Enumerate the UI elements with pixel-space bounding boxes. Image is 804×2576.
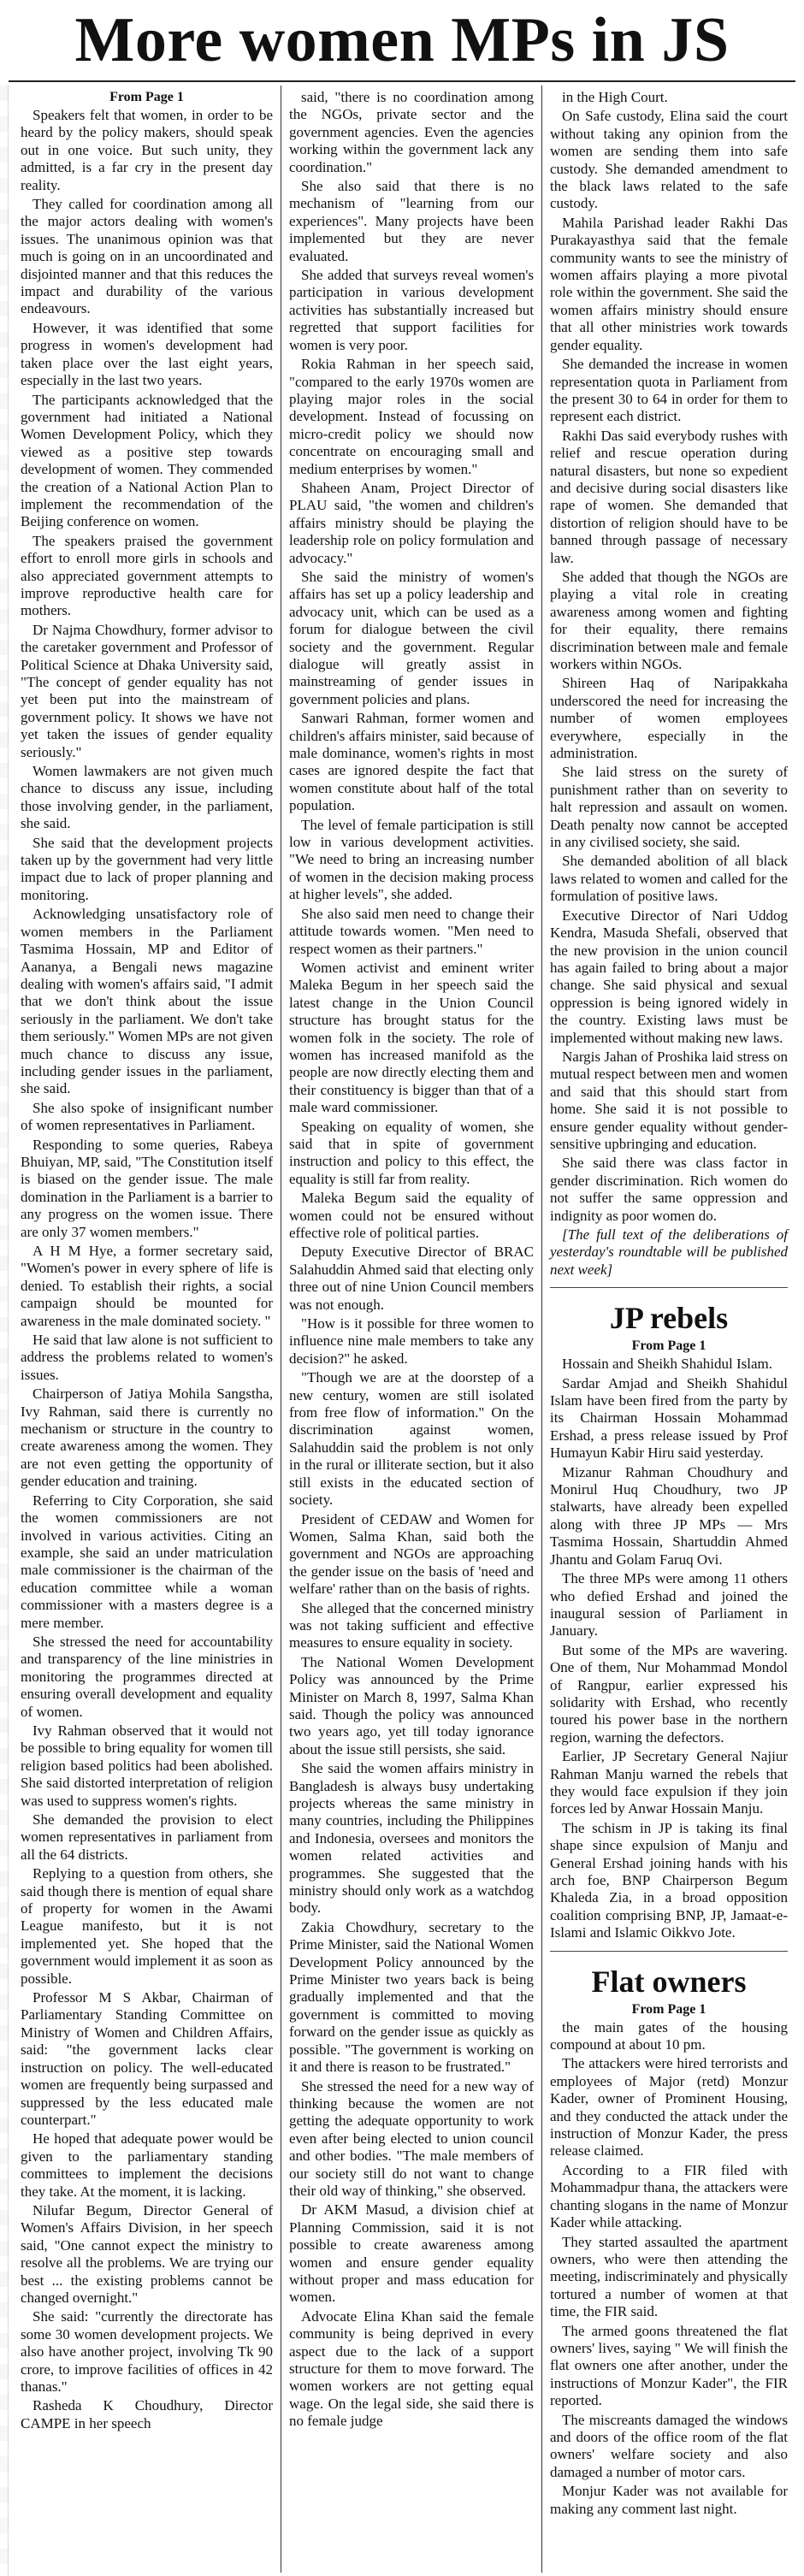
article-paragraph: The level of female participation is still low in various development activities. "We need to bring an increasing number of women in the decision making process at higher levels", she added. — [289, 816, 534, 903]
article-paragraph: Executive Director of Nari Uddog Kendra, Masuda Shefali, observed that the new provision in the union council has again failed to bring about a major change. She said physical and sexual oppression is being ignored widely in the country. Existing laws must be implemented without making new laws. — [550, 907, 788, 1046]
flat-story-body — [550, 2019, 788, 2518]
article-paragraph: Rokia Rahman in her speech said, "compared to the early 1970s women are playing major roles in the social development. Instead of focussing on micro-credit policy we should now concentrate on encouraging small and medium enterprises by women." — [289, 356, 534, 477]
article-paragraph: Rasheda K Choudhury, Director CAMPE in her speech — [21, 2397, 273, 2431]
article-paragraph: Shaheen Anam, Project Director of PLAU said, "the women and children's affairs ministry should be playing the leadership role on policy formulation and advocacy." — [289, 479, 534, 566]
article-paragraph: Ivy Rahman observed that it would not be possible to bring equality for women till religion based politics had been abolished. She said distorted interpretation of religion was used to suppress women's rights. — [21, 1722, 273, 1809]
article-paragraph: Rakhi Das said everybody rushes with relief and rescue operation during natural disasters, but none so expedient and decisive during social disasters like rape of women. She demanded that distortion of religion should have to be banned through passage of necessary law. — [550, 427, 788, 566]
article-paragraph: The speakers praised the government effort to enroll more girls in schools and also appreciated government attempts to improve reproductive health care for mothers. — [21, 532, 273, 619]
article-paragraph: Nargis Jahan of Proshika laid stress on mutual respect between men and women and said that this should start from home. She said it is not possible to ensure gender equality without gender-sensitive upbringing and education. — [550, 1048, 788, 1152]
jp-rebels-headline: JP rebels — [609, 1301, 729, 1336]
article-paragraph: Dr Najma Chowdhury, former advisor to the caretaker government and Professor of Political Science at Dhaka University said, "The concept of gender equality has not yet been put into the mainstream of government policy. It shows we have not yet taken the issues of gender equality seriously." — [21, 621, 273, 760]
article-paragraph: Deputy Executive Director of BRAC Salahuddin Ahmed said that electing only three out of nine Union Council members was not enough. — [289, 1244, 534, 1313]
main-story-col2-body — [289, 89, 534, 2431]
main-story-col3-body — [550, 89, 788, 1225]
continued-from-label: From Page 1 — [109, 90, 184, 104]
article-paragraph: Women lawmakers are not given much chance to discuss any issue, including those involving gender, in the parliament, she said. — [21, 763, 273, 832]
article-paragraph: Earlier, JP Secretary General Najiur Rahman Manju warned the rebels that they would face expulsion if they join forces led by Anwar Hossain Manju. — [550, 1748, 788, 1817]
article-paragraph: A H M Hye, a former secretary said, "Women's power in every sphere of life is denied. To establish their rights, a social campaign should be mounted for awareness in the male dominated society. " — [21, 1243, 273, 1329]
article-paragraph: Referring to City Corporation, she said the women commissioners are not involved in various activities. Citing an example, she said an under matriculation male commissioner is the chairman of the education committee while a woman commissioner with a masters degree is a mere member. — [21, 1492, 273, 1631]
editor-note: [The full text of the deliberations of yesterday's roundtable will be published next week] — [550, 1226, 788, 1278]
article-paragraph: However, it was identified that some progress in women's development had taken place over the last eight years, especially in the last two years. — [21, 319, 273, 389]
article-paragraph: Professor M S Akbar, Chairman of Parliamentary Standing Committee on Ministry of Women and Children Affairs, said: "the government lacks clear instruction on policy. The well-educated women are frequently being surpassed and suppressed by the less educated male counterpart." — [21, 1989, 273, 2128]
article-paragraph: Sanwari Rahman, former women and children's affairs minister, said because of male dominance, women's rights in most cases are ignored despite the fact that women constitute about half of the total population. — [289, 710, 534, 814]
article-paragraph: "Though we are at the doorstep of a new century, women are still isolated from free flow of information." On the discrimination against women, Salahuddin said the problem is not only in the rural or illiterate section, but it also still exists in the educated section of society. — [289, 1369, 534, 1509]
article-paragraph: Women activist and eminent writer Maleka Begum in her speech said the latest change in the Union Council structure has brought status for the women folk in the society. The role of women has increased manifold as the people are now directly electing them and their constituency is bigger than that of a male ward commissioner. — [289, 959, 534, 1116]
article-paragraph: Hossain and Sheikh Shahidul Islam. — [562, 1356, 773, 1373]
article-paragraph: the main gates of the housing compound at about 10 pm. — [550, 2018, 788, 2053]
article-paragraph: She demanded abolition of all black laws related to women and called for the formulation of positive laws. — [550, 853, 788, 905]
main-headline: More women MPs in JS — [9, 0, 795, 82]
article-paragraph: Acknowledging unsatisfactory role of women members in the Parliament Tasmima Hossain, MP and Editor of Aananya, a Bengali news magazine dealing with women's affairs said, "I admit that we don't think about the issue seriously in the parliament. We don't take them seriously." Women MPs are not given much chance to discuss any issue, including gender issues in the parliament, she said. — [21, 906, 273, 1097]
article-paragraph: Dr AKM Masud, a division chief at Planning Commission, said it is not possible to create awareness among women and ensure gender equality without proper and mass education for women. — [289, 2201, 534, 2306]
article-paragraph: said, "there is no coordination among the NGOs, private sector and the government agencies. Even the agencies working within the government lack any coordination." — [289, 89, 534, 175]
article-paragraph: Monjur Kader was not available for making any comment last night. — [550, 2483, 788, 2517]
main-story-col1-body — [21, 107, 273, 2432]
article-paragraph: Sardar Amjad and Sheikh Shahidul Islam have been fired from the party by its Chairman Hossain Mohammad Ershad, a press release issued by Prof Humayun Kabir Hiru said yesterday. — [550, 1374, 788, 1462]
article-paragraph: They called for coordination among all the major actors dealing with women's issues. The unanimous opinion was that much is going on in an uncoordinated and disjointed manner and that this reduces the impact and durability of the various endeavours. — [21, 196, 273, 317]
article-paragraph: The schism in JP is taking its final shape since expulsion of Manju and General Ershad joining hands with his arch foe, BNP Chairperson Begum Khaleda Zia, in a broad opposition coalition comprising BNP, JP, Jamaat-e-Islami and Islamic Oikkvo Jote. — [550, 1819, 788, 1941]
article-paragraph: The miscreants damaged the windows and doors of the office room of the flat owners' welfare society and also damaged a number of motor cars. — [550, 2411, 788, 2480]
article-paragraph: Advocate Elina Khan said the female community is being deprived in every aspect due to the lack of a support structure for them to move forward. The women workers are not getting equal wage. On the legal side, she said there is no female judge — [289, 2307, 534, 2430]
story-divider — [550, 1951, 788, 1952]
article-paragraph: She added that surveys reveal women's participation in various development activities has substantially increased but regretted that support facilities for women is very poor. — [289, 267, 534, 353]
article-paragraph: The three MPs were among 11 others who defied Ershad and joined the inaugural session of Parliament in January. — [550, 1570, 788, 1640]
article-paragraph: Speaking on equality of women, she said that in spite of government instruction and policy to this effect, the equality is still far from reality. — [289, 1118, 534, 1187]
article-paragraph: The armed goons threatened the flat owners' lives, saying " We will finish the flat owners one after another, under the instructions of Monzur Kader", the FIR reported. — [550, 2322, 788, 2409]
article-paragraph: She stressed the need for a new way of thinking because the women are not getting the adequate opportunity to work even after being elected to union council and other bodies. "The male members of our society still do not want to change their old way of thinking," she observed. — [289, 2077, 534, 2199]
article-paragraph: Responding to some queries, Rabeya Bhuiyan, MP, said, "The Constitution itself is biased on the gender issue. The male domination in the Parliament is a barrier to any progress on the women issue. There are only 37 women members." — [21, 1136, 273, 1240]
article-paragraph: They started assaulted the apartment owners, who were then attending the meeting, indiscriminately and physically tortured a number of women at that time, the FIR said. — [550, 2233, 788, 2320]
article-paragraph: The participants acknowledged that the government had initiated a National Women Development Policy, which they viewed as a positive step towards development of women. They commended the creation of a National Action Plan to implement the recommendation of the Beijing conference on women. — [21, 391, 273, 530]
article-paragraph: Mahila Parishad leader Rakhi Das Purakayasthya said that the female community wants to see the ministry of women affairs playing a more pivotal role within the government. She said the women affairs ministry should ensure that all other ministries work towards gender equality. — [550, 214, 788, 353]
column-1 — [9, 86, 281, 2573]
jp-from-page-label: From Page 1 — [631, 1338, 706, 1354]
article-paragraph: She said the women affairs ministry in Bangladesh is always busy undertaking projects whereas the same ministry in many countries, including the Philippines and Indonesia, oversees and monitors the women related activities and programmes. She suggested that the ministry should only work as a watchdog body. — [289, 1760, 534, 1917]
article-paragraph: She said the ministry of women's affairs has set up a policy leadership and advocacy unit, which can be used as a forum for dialogue between the civil society and the government. Regular dialogue will greatly assist in mainstreaming of gender issues in government policies and plans. — [289, 568, 534, 707]
article-paragraph: Maleka Begum said the equality of women could not be ensured without effective role of political parties. — [289, 1190, 534, 1241]
article-paragraph: According to a FIR filed with Mohammadpur thana, the attackers were chanting slogans in the name of Monzur Kader while attacking. — [550, 2161, 788, 2231]
article-paragraph: She also said men need to change their attitude towards women. "Men need to respect women as their partners." — [289, 905, 534, 957]
flat-from-page-label: From Page 1 — [631, 2001, 706, 2017]
article-paragraph: He said that law alone is not sufficient to address the problems related to women's issues. — [21, 1332, 273, 1383]
article-paragraph: But some of the MPs are wavering. One of them, Nur Mohammad Mondol of Rangpur, earlier expressed his solidarity with Ershad, who recently toured his power base in the northern region, warning the defectors. — [550, 1641, 788, 1746]
article-columns — [9, 86, 795, 2573]
article-paragraph: He hoped that adequate power would be given to the parliamentary standing committees to implement the decisions they take. At the moment, it is lacking. — [21, 2130, 273, 2200]
article-paragraph: She said: "currently the directorate has some 30 women development projects. We also have another project, involving Tk 90 crore, to improve facilities of offices in 42 thanas." — [21, 2308, 273, 2395]
article-paragraph: Zakia Chowdhury, secretary to the Prime Minister, said the National Women Development Policy announced by the Prime Minister two years back is being gradually implemented and that the government is committed to moving forward on the gender issue as quickly as possible. "The government is working on it and there is reason to be frustrated." — [289, 1918, 534, 2076]
article-paragraph: Nilufar Begum, Director General of Women's Affairs Division, in her speech said, "One cannot expect the ministry to resolve all the problems. We are trying our best ... the existing problems cannot be changed overnight." — [21, 2201, 273, 2306]
article-paragraph: Replying to a question from others, she said though there is mention of equal share of property for women in the Awami League manifesto, but it is not implemented yet. She hoped that the government would implement it as soon as possible. — [21, 1865, 273, 1987]
jp-story-body — [550, 1356, 788, 1941]
article-paragraph: Mizanur Rahman Choudhury and Monirul Huq Choudhury, two JP stalwarts, have already been expelled along with three JP MPs — Mrs Tasmima Hossain, Shartuddin Ahmed Jhantu and Golam Faruq Ovi. — [550, 1463, 788, 1568]
story-divider — [550, 1287, 788, 1288]
article-paragraph: Shireen Haq of Naripakkaha underscored the need for increasing the number of women employees everywhere, especially in the administration. — [550, 675, 788, 762]
article-paragraph: "How is it possible for three women to influence nine male members to take any decision?" he asked. — [289, 1315, 534, 1367]
clipping-edge — [0, 86, 9, 2576]
column-3 — [541, 86, 795, 2573]
article-paragraph: She also said that there is no mechanism of "learning from our experiences". Many projects have been implemented but they are never evaluated. — [289, 178, 534, 264]
article-paragraph: She demanded the increase in women representation quota in Parliament from the present 30 to 64 in order for them to represent each district. — [550, 356, 788, 425]
article-paragraph: Chairperson of Jatiya Mohila Sangstha, Ivy Rahman, said there is currently no mechanism or structure in the country to create awareness among the women. They are not even getting the opportunity of gender education and training. — [21, 1385, 273, 1490]
column-2 — [281, 86, 541, 2573]
article-paragraph: She also spoke of insignificant number of women representatives in Parliament. — [21, 1099, 273, 1134]
article-paragraph: On Safe custody, Elina said the court without taking any opinion from the women are sending them into safe custody. She demanded amendment to the black laws related to the safe custody. — [550, 108, 788, 212]
article-paragraph: She added that though the NGOs are playing a vital role in creating awareness among women and fighting for their equality, there remains discrimination between male and female workers within NGOs. — [550, 568, 788, 672]
article-paragraph: Speakers felt that women, in order to be heard by the policy makers, should speak out in one voice. But such unity, they admitted, is a far cry in the present day reality. — [21, 107, 273, 193]
article-paragraph: The National Women Development Policy was announced by the Prime Minister on March 8, 1997, Salma Khan said. Though the policy was announced two years ago, yet till today ignorance about the issue still persists, she said. — [289, 1653, 534, 1758]
article-paragraph: She alleged that the concerned ministry was not taking sufficient and effective measures to ensure equality in society. — [289, 1599, 534, 1651]
article-paragraph: in the High Court. — [562, 89, 668, 105]
article-paragraph: The attackers were hired terrorists and employees of Major (retd) Monzur Kader, owner of Prominent Housing, and they conducted the attack under the instruction of Monzur Kader, the press release claimed. — [550, 2055, 788, 2159]
article-paragraph: She demanded the provision to elect women representatives in parliament from all the 64 districts. — [21, 1811, 273, 1863]
article-paragraph: She said there was class factor in gender discrimination. Rich women do not suffer the same oppression and indignity as poor women do. — [550, 1155, 788, 1224]
article-paragraph: She laid stress on the surety of punishment rather than on severity to halt repression and assault on women. Death penalty now cannot be accepted in any civilised society, she said. — [550, 764, 788, 851]
flat-owners-headline: Flat owners — [591, 1964, 747, 1999]
article-paragraph: She stressed the need for accountability and transparency of the line ministries in monitoring the programmes directed at ensuring overall development and equality of women. — [21, 1633, 273, 1720]
article-paragraph: She said that the development projects taken up by the government had very little impact due to lack of proper planning and monitoring. — [21, 834, 273, 903]
article-paragraph: President of CEDAW and Women for Women, Salma Khan, said both the government and NGOs are approaching the gender issue on the basis of 'need and welfare' rather than on the basis of rights. — [289, 1510, 534, 1598]
